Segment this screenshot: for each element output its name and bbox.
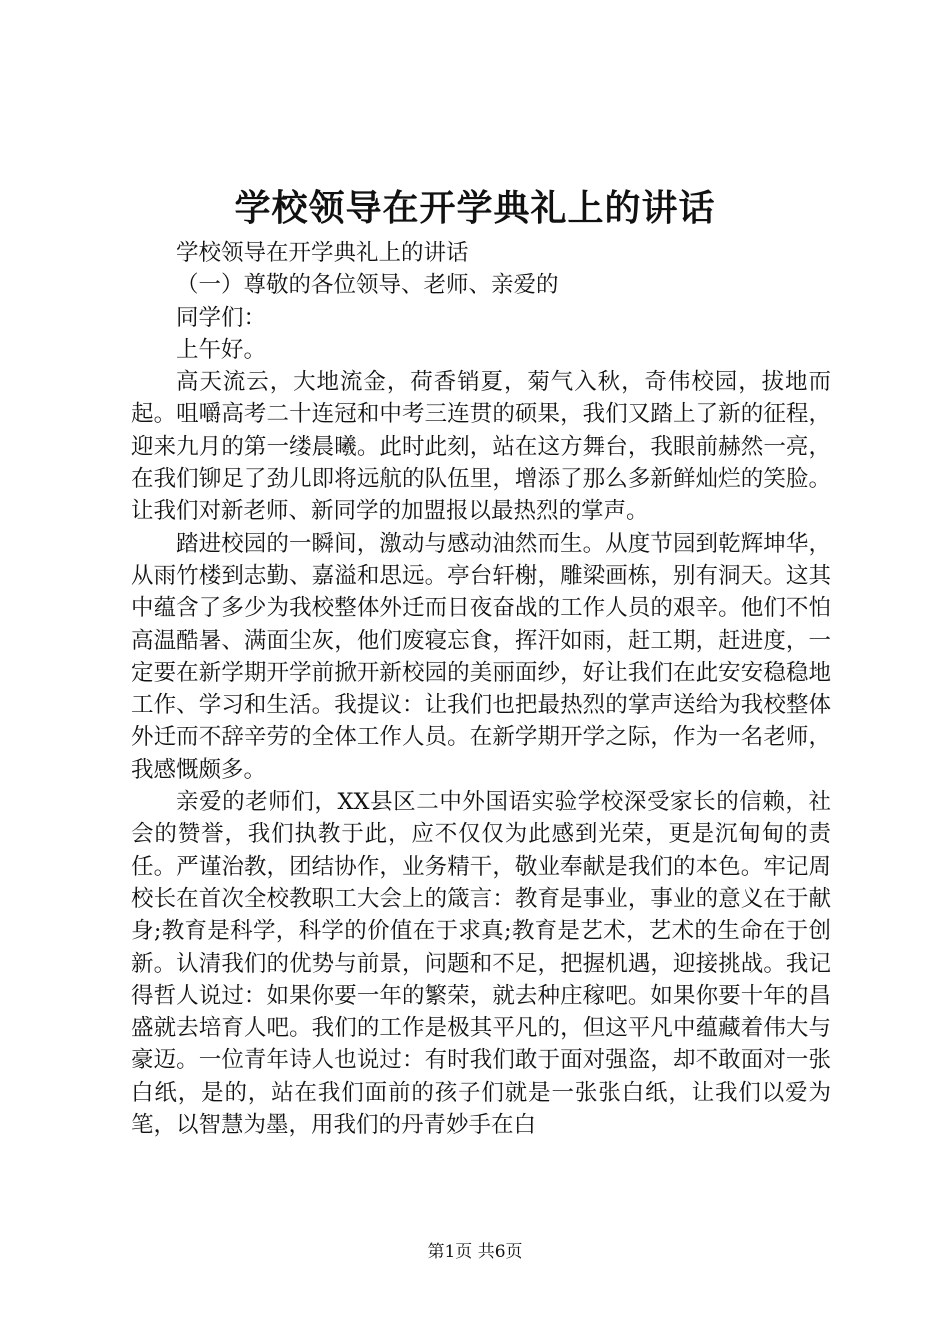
page-number-footer: 第1页 共6页 bbox=[427, 1242, 523, 1262]
paragraph-salutation-continued: 同学们： bbox=[176, 304, 267, 331]
paragraph-greeting: 上午好。 bbox=[176, 336, 267, 363]
document-title: 学校领导在开学典礼上的讲话 bbox=[234, 187, 716, 229]
paragraph-body-2: 踏进校园的一瞬间，激动与感动油然而生。从度节园到乾辉坤华，从雨竹楼到志勤、嘉溢和思远。亭台轩榭，雕梁画栋，别有洞天。这其中蕴含了多少为我校整体外迁而日夜奋战的工作人员的艰辛。他们不怕高温酷暑、满面尘灰，他们废寝忘食，挥汗如雨，赶工期，赶进度，一定要在新学期开学前掀开新校园的美丽面纱，好让我们在此安安稳稳地工作、学习和生活。我提议：让我们也把最热烈的掌声送给为我校整体外迁而不辞辛劳的全体工作人员。在新学期开学之际，作为一名老师，我感慨颇多。 bbox=[131, 530, 831, 783]
paragraph-salutation: （一）尊敬的各位领导、老师、亲爱的 bbox=[176, 272, 559, 299]
paragraph-body-1: 高天流云，大地流金，荷香销夏，菊气入秋，奇伟校园，拔地而起。咀嚼高考二十连冠和中考三连贯的硕果，我们又踏上了新的征程，迎来九月的第一缕晨曦。此时此刻，站在这方舞台，我眼前赫然一亮，在我们铆足了劲儿即将远航的队伍里，增添了那么多新鲜灿烂的笑脸。让我们对新老师、新同学的加盟报以最热烈的掌声。 bbox=[131, 369, 831, 525]
document-body bbox=[131, 237, 831, 1141]
paragraph-body-3: 亲爱的老师们，XX县区二中外国语实验学校深受家长的信赖，社会的赞誉，我们执教于此，应不仅仅为此感到光荣，更是沉甸甸的责任。严谨治教，团结协作，业务精干，敬业奉献是我们的本色。牢记周校长在首次全校教职工大会上的箴言：教育是事业，事业的意义在于献身;教育是科学，科学的价值在于求真;教育是艺术，艺术的生命在于创新。认清我们的优势与前景，问题和不足，把握机遇，迎接挑战。我记得哲人说过：如果你要一年的繁荣，就去种庄稼吧。如果你要十年的昌盛就去培育人吧。我们的工作是极其平凡的，但这平凡中蕴藏着伟大与豪迈。一位青年诗人也说过：有时我们敢于面对强盗，却不敢面对一张白纸，是的，站在我们面前的孩子们就是一张张白纸，让我们以爱为笔，以智慧为墨，用我们的丹青妙手在白 bbox=[131, 789, 831, 1139]
paragraph-heading: 学校领导在开学典礼上的讲话 bbox=[176, 240, 469, 266]
